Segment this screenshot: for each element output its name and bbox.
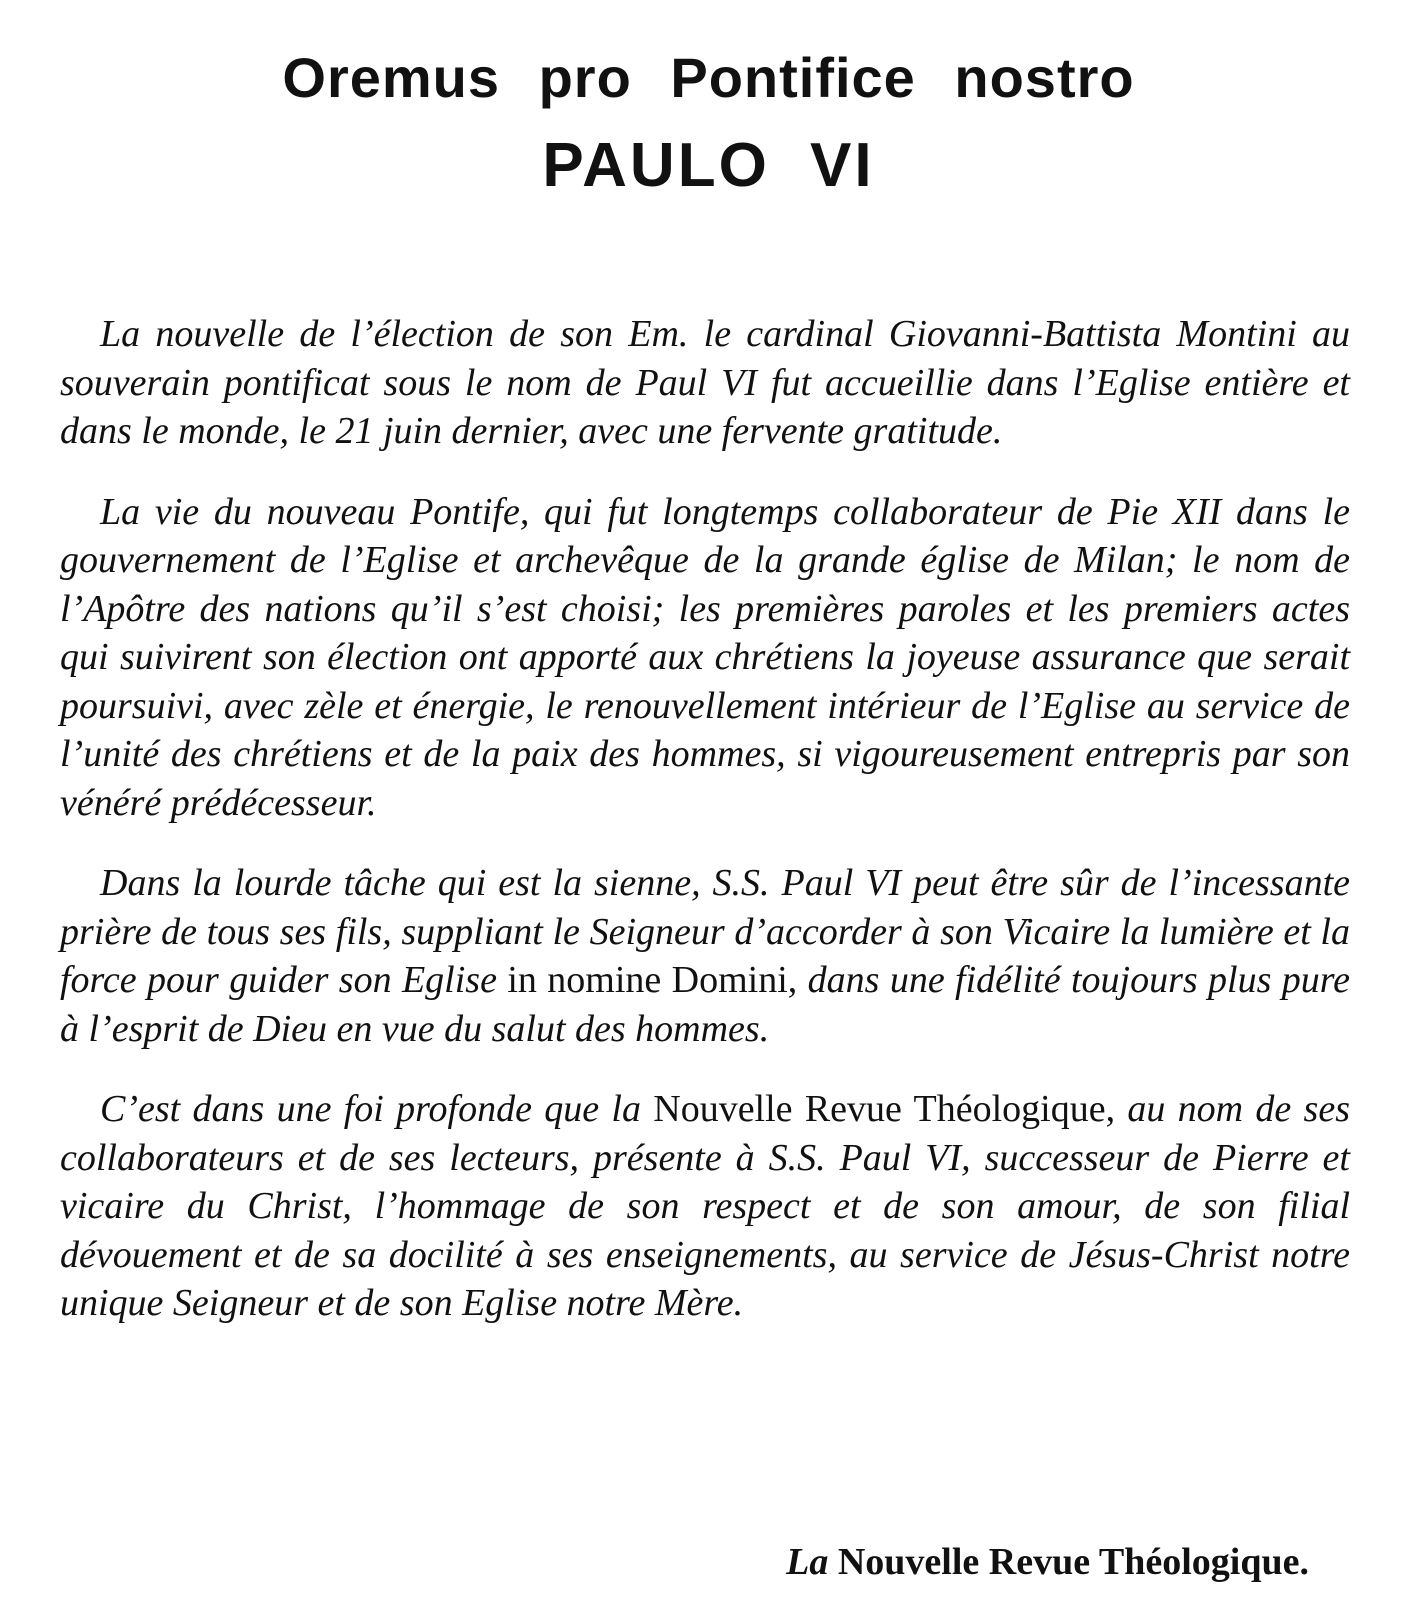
paragraph-3-latin-phrase: in nomine Domini, xyxy=(507,959,798,1001)
title-line-1: Oremus pro Pontifice nostro xyxy=(282,46,1135,109)
signature-article: La xyxy=(786,1541,829,1583)
paragraph-3 xyxy=(60,859,1350,1053)
paragraph-3-part-3: dans une fidélité toujours plus pure à l’esprit de Dieu en vue du salut des hommes. xyxy=(60,959,1351,1050)
title-line-2: PAULO VI xyxy=(542,131,875,200)
signature xyxy=(786,1538,1309,1586)
paragraph-4 xyxy=(60,1085,1350,1328)
signature-name: Nouvelle Revue Théologique. xyxy=(828,1541,1309,1583)
document-body xyxy=(60,310,1350,1360)
paragraph-3-part-1: Dans la lourde tâche qui est la sienne, S.S. Paul VI peut être sûr de l’incessante prière de tous ses fils, suppliant le Seigneur d’accorder à son Vicaire la lumière et la force pour guider son Eglise xyxy=(60,862,1350,1001)
paragraph-1: La nouvelle de l’élection de son Em. le cardinal Giovanni-Battista Montini au souverain pontificat sous le nom de Paul VI fut accueillie dans l’Eglise entière et dans le monde, le 21 juin dernier, avec une fervente gratitude. xyxy=(60,313,1350,452)
paragraph-4-part-3: au nom de ses collaborateurs et de ses lecteurs, présente à S.S. Paul VI, successeur de Pierre et vicaire du Christ, l’hommage de son respect et de son amour, de son filial dévouement et de sa docilité à ses enseignements, au service de Jésus-Christ notre unique Seigneur et de son Eglise notre Mère. xyxy=(60,1088,1350,1324)
paragraph-4-part-1: C’est dans une foi profonde que la xyxy=(100,1088,654,1130)
paragraph-4-journal-name: Nouvelle Revue Théologique, xyxy=(653,1088,1116,1130)
paragraph-2: La vie du nouveau Pontife, qui fut longtemps collaborateur de Pie XII dans le gouvernement de l’Eglise et archevêque de la grande église de Milan; le nom de l’Apôtre des nations qu’il s’est choisi; les premières paroles et les premiers actes qui suivirent son élection ont apporté aux chrétiens la joyeuse assurance que serait poursuivi, avec zèle et énergie, le renouvellement intérieur de l’Eglise au service de l’unité des chrétiens et de la paix des hommes, si vigoureusement entrepris par son vénéré prédécesseur. xyxy=(60,490,1350,824)
